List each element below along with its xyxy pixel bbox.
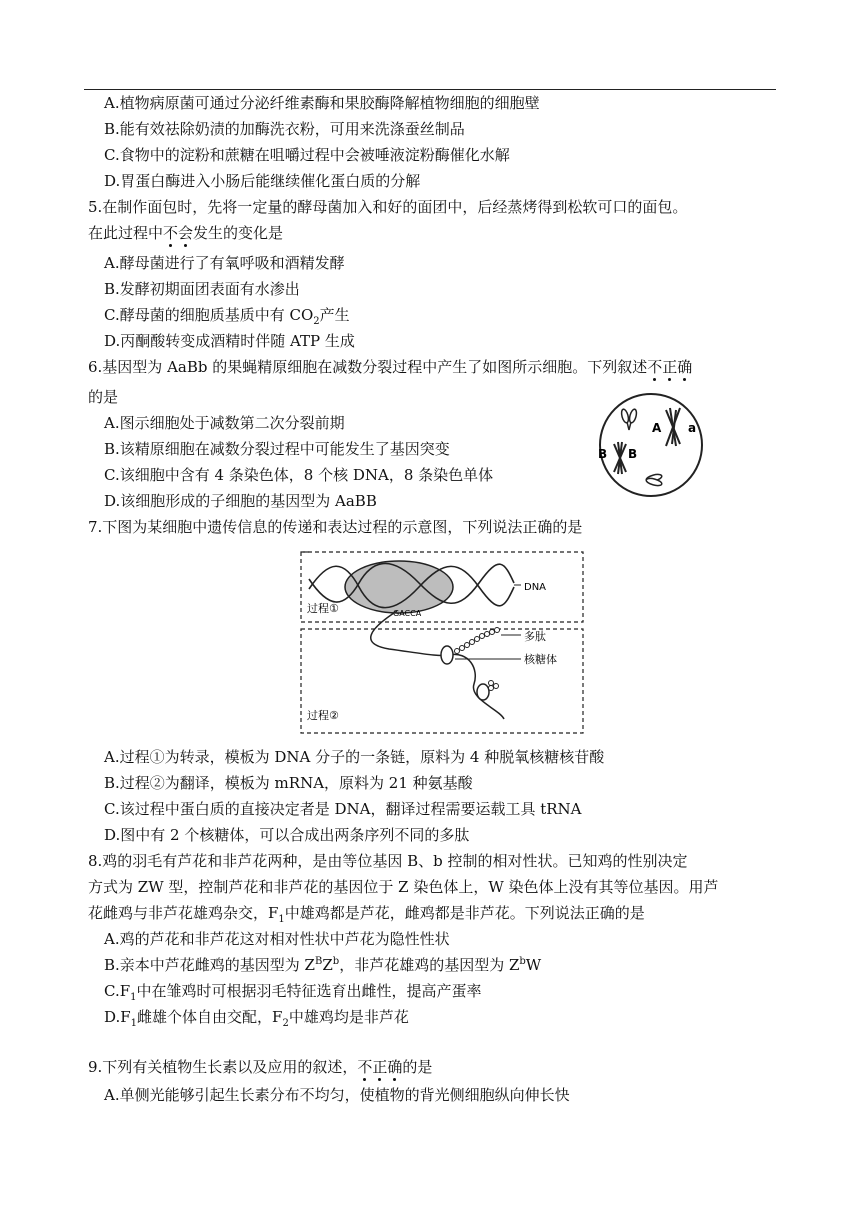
q4-option-c: C.食物中的淀粉和蔗糖在咀嚼过程中会被唾液淀粉酶催化水解	[104, 146, 510, 164]
emphasis-char: 不	[647, 358, 663, 376]
ribosome-label: 核糖体	[524, 653, 557, 666]
cell-diagram	[594, 392, 708, 498]
emphasis-char: 确	[677, 358, 693, 376]
q4-option-b: B.能有效祛除奶渍的加酶洗衣粉，可用来洗涤蚕丝制品	[104, 120, 465, 138]
ribosome-2	[477, 684, 489, 700]
q6-option-d: D.该细胞形成的子细胞的基因型为 AaBB	[104, 492, 377, 510]
q5-option-b: B.发酵初期面团表面有水渗出	[104, 280, 300, 298]
gene-label-B-right: B	[628, 447, 638, 461]
q5-option-d: D.丙酮酸转变成酒精时伴随 ATP 生成	[104, 332, 355, 350]
emphasis-char: 正	[372, 1058, 388, 1076]
q4-option-d: D.胃蛋白酶进入小肠后能继续催化蛋白质的分解	[104, 172, 421, 190]
dna-label: DNA	[524, 582, 547, 593]
q5-stem-line1: 5.在制作面包时，先将一定量的酵母菌加入和好的面团中，后经蒸烤得到松软可口的面包。	[88, 198, 688, 216]
process2-label: 过程②	[307, 709, 339, 722]
gene-label-A: A	[652, 421, 662, 435]
q7-stem: 7.下图为某细胞中遗传信息的传递和表达过程的示意图，下列说法正确的是	[88, 518, 583, 536]
q5-option-c: C.酵母菌的细胞质基质中有 $CO_2$产生	[104, 306, 350, 327]
peptide-label: 多肽	[524, 630, 546, 643]
rna-polymerase	[345, 561, 453, 613]
q5-stem-line2: 在此过程中不会发生的变化是	[88, 224, 284, 242]
q8-option-d: $D.F_1$雌雄个体自由交配，$F_2$中雄鸡均是非芦花	[104, 1008, 409, 1029]
ribosome-1	[441, 646, 453, 664]
q9-option-a: A.单侧光能够引起生长素分布不均匀，使植物的背光侧细胞纵向伸长快	[104, 1086, 570, 1104]
q6-option-a: A.图示细胞处于减数第二次分裂前期	[104, 414, 345, 432]
q5-option-a: A.酵母菌进行了有氧呼吸和酒精发酵	[104, 254, 345, 272]
q8-option-a: A.鸡的芦花和非芦花这对相对性状中芦花为隐性性状	[104, 930, 450, 948]
gene-label-a: a	[688, 421, 697, 435]
q6-option-c: C.该细胞中含有 4 条染色体，8 个核 DNA，8 条染色单体	[104, 466, 494, 484]
process1-label: 过程①	[307, 602, 339, 615]
gene-expression-diagram	[299, 549, 585, 735]
sequence-label: GACCA	[393, 609, 422, 618]
gene-label-B-left: B	[598, 447, 608, 461]
emphasis-char: 确	[387, 1058, 403, 1076]
q8-stem-line2: 方式为 ZW 型，控制芦花和非芦花的基因位于 Z 染色体上，W 染色体上没有其等位基因。用芦	[88, 878, 719, 896]
q9-stem: 9.下列有关植物生长素以及应用的叙述，不正确的是	[88, 1058, 433, 1076]
q7-option-c: C.该过程中蛋白质的直接决定者是 DNA，翻译过程需要运载工具 tRNA	[104, 800, 582, 818]
emphasis-char: 会	[178, 224, 194, 242]
emphasis-char: 不	[163, 224, 179, 242]
header-rule	[84, 89, 776, 90]
q8-option-b: B.亲本中芦花雌鸡的基因型为 $Z^BZ^b$，非芦花雄鸡的基因型为 $Z^bW$	[104, 956, 542, 974]
process2-box	[301, 629, 583, 733]
q6-option-b: B.该精原细胞在减数分裂过程中可能发生了基因突变	[104, 440, 450, 458]
emphasis-char: 正	[662, 358, 678, 376]
q6-stem-line2: 的是	[88, 388, 119, 406]
emphasis-char: 不	[357, 1058, 373, 1076]
mrna-strand	[371, 611, 504, 719]
q7-option-b: B.过程②为翻译，模板为 mRNA，原料为 21 种氨基酸	[104, 774, 473, 792]
q7-option-a: A.过程①为转录，模板为 DNA 分子的一条链，原料为 4 种脱氧核糖核苷酸	[104, 748, 605, 766]
q4-option-a: A.植物病原菌可通过分泌纤维素酶和果胶酶降解植物细胞的细胞壁	[104, 94, 540, 112]
q8-stem-line1: 8.鸡的羽毛有芦花和非芦花两种，是由等位基因 B、b 控制的相对性状。已知鸡的性别决定	[88, 852, 688, 870]
q7-option-d: D.图中有 2 个核糖体，可以合成出两条序列不同的多肽	[104, 826, 470, 844]
q8-stem-line3: 花雌鸡与非芦花雄鸡杂交，$F_1$中雄鸡都是芦花，雌鸡都是非芦花。下列说法正确的是	[88, 904, 645, 925]
q6-stem-line1: 6.基因型为 AaBb 的果蝇精原细胞在减数分裂过程中产生了如图所示细胞。下列叙述不正确	[88, 358, 693, 376]
q8-option-c: $C.F_1$中在雏鸡时可根据羽毛特征选育出雌性，提高产蛋率	[104, 982, 482, 1003]
